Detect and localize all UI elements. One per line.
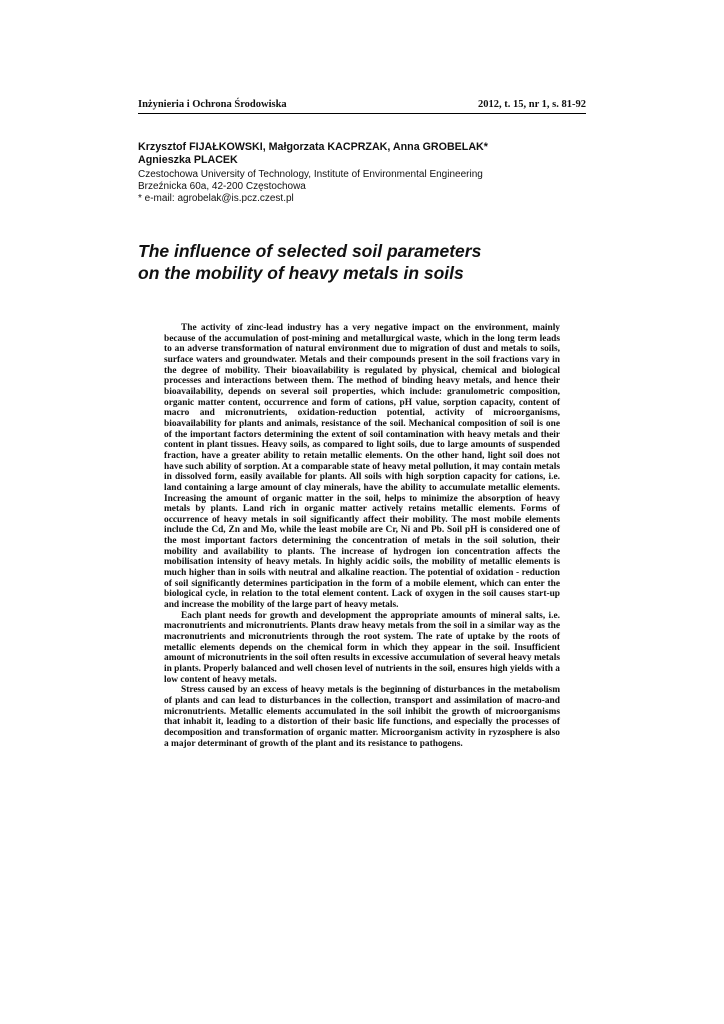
affiliation-address: Brzeźnicka 60a, 42-200 Częstochowa	[138, 181, 306, 192]
abstract-paragraph-2: Each plant needs for growth and development the appropriate amounts of mineral salts, i.e. macronutrients and micronutrients. Plants draw heavy metals from the soil in a similar way as the macronutrients and micronutrients through the root system. The rate of uptake by the roots of metallic elements depends on the chemical form in which they appear in the soil. Insufficient amount of micronutrients in the soil often results in excessive accumulation of several heavy metals in plants. Properly balanced and well chosen level of nutrients in the soil, ensures high yields with a low content of heavy metals.	[164, 610, 560, 685]
abstract-paragraph-3: Stress caused by an excess of heavy metals is the beginning of disturbances in the metabolism of plants and can lead to disturbances in the collection, transport and assimilation of macro-and micronutrients. Metallic elements accumulated in the soil inhibit the growth of microorganisms that inhabit it, leading to a distortion of their basic life functions, and especially the processes of decomposition and transformation of organic matter. Microorganism activity in ryzosphere is also a major determinant of growth of the plant and its resistance to pathogens.	[164, 685, 560, 749]
affiliation-email: * e-mail: agrobelak@is.pcz.czest.pl	[138, 193, 294, 204]
paper-title	[138, 240, 598, 284]
abstract-paragraph-1: The activity of zinc-lead industry has a very negative impact on the environment, mainly because of the accumulation of post-mining and metallurgical waste, which in the long term leads to an adverse transformation of natural environment due to migration of dust and metals to soils, surface waters and groundwater. Metals and their compounds present in the soil fractions vary in the degree of mobility. Their bioavailability is regulated by physical, chemical and biological processes and interactions between them. The method of binding heavy metals, and hence their bioavailability, depends on several soil properties, which include: granulometric composition, organic matter content, occurrence and form of cations, pH value, sorption capacity, content of macro and micronutrients, oxidation-reduction potential, activity of microorganisms, bioavailability for plants and animals, resistance of the soil. Mechanical composition of soil is one of the important factors determining the extent of soil contamination with heavy metals and their content in plant tissues. Heavy soils, as compared to light soils, due to large amounts of suspended fraction, have a greater ability to retain metallic elements. On the other hand, light soil does not have such ability of sorption. At a comparable state of heavy metal pollution, it may contain metals in dissolved form, easily available for plants. All soils with high sorption capacity for cations, i.e. land containing a large amount of clay minerals, have the ability to accumulate metallic elements. Increasing the amount of organic matter in the soil, helps to minimize the absorption of heavy metals by plants. Land rich in organic matter actively retains metallic elements. Forms of occurrence of heavy metals in soil significantly affect their mobility. The most mobile elements include the Cd, Zn and Mo, while the least mobile are Cr, Ni and Pb. Soil pH is considered one of the most important factors determining the concentration of metals in the soil solution, their mobility and availability to plants. The increase of hydrogen ion concentration affects the mobilisation intensity of heavy metals. In highly acidic soils, the mobility of metallic elements is much higher than in soils with neutral and alkaline reaction. The potential of oxidation - reduction of soil significantly determines participation in the form of a mobile element, which can enter the biological cycle, in relation to the total element content. Lack of oxygen in the soil causes start-up and increase the mobility of the large part of heavy metals.	[164, 323, 560, 611]
authors-line-2: Agnieszka PLACEK	[138, 154, 238, 166]
abstract	[164, 323, 560, 749]
title-line-1: The influence of selected soil parameters	[138, 241, 482, 261]
affiliation	[138, 169, 578, 205]
title-line-2: on the mobility of heavy metals in soils	[138, 263, 464, 283]
author-list	[138, 141, 578, 167]
journal-name: Inżynieria i Ochrona Środowiska	[138, 99, 287, 110]
issue-info: 2012, t. 15, nr 1, s. 81-92	[477, 99, 586, 110]
authors-line-1: Krzysztof FIJAŁKOWSKI, Małgorzata KACPRZAK, Anna GROBELAK*	[138, 141, 488, 153]
running-header	[138, 97, 586, 114]
affiliation-institute: Czestochowa University of Technology, Institute of Environmental Engineering	[138, 169, 483, 180]
